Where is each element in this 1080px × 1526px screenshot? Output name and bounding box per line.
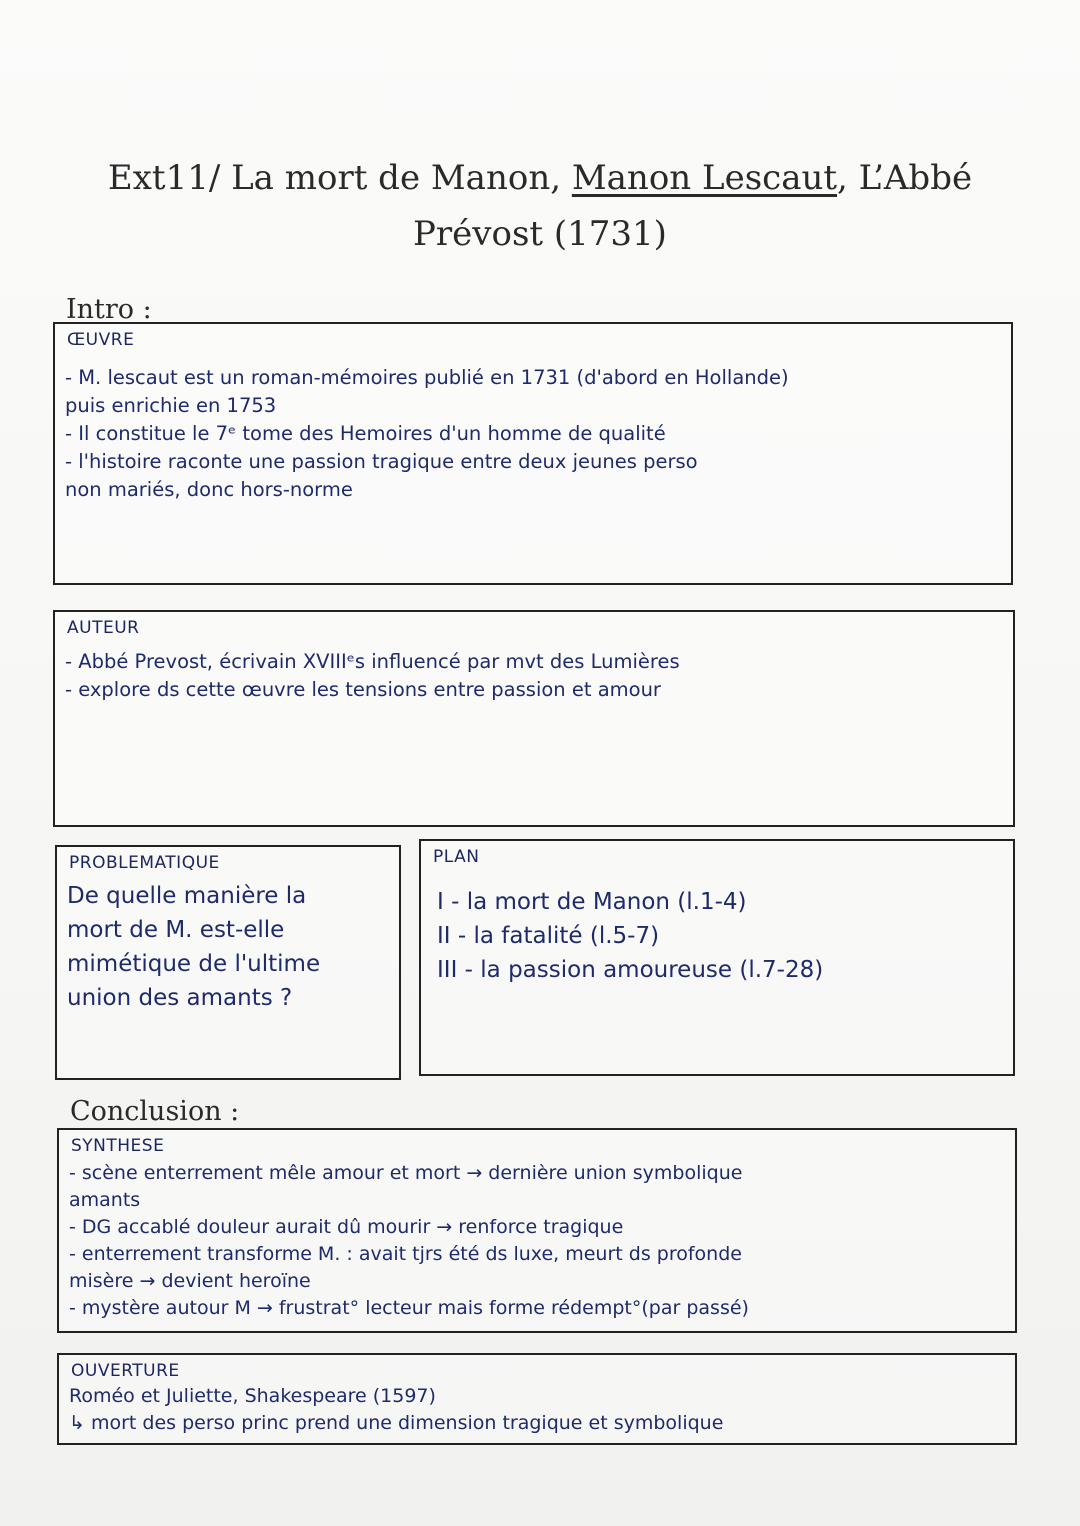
oeuvre-heading: ŒUVRE bbox=[67, 330, 135, 350]
ouverture-line: ↳ mort des perso princ prend une dimension tragique et symbolique bbox=[69, 1412, 724, 1434]
synthese-heading: SYNTHESE bbox=[71, 1136, 165, 1156]
oeuvre-line: puis enrichie en 1753 bbox=[65, 394, 277, 417]
synthese-box bbox=[57, 1128, 1017, 1333]
synthese-text bbox=[69, 1160, 1007, 1322]
oeuvre-line: - Il constitue le 7ᵉ tome des Hemoires d'un homme de qualité bbox=[65, 422, 666, 445]
ouverture-heading: OUVERTURE bbox=[71, 1361, 180, 1381]
problematique-line: mimétique de l'ultime bbox=[67, 951, 321, 977]
synthese-line: - enterrement transforme M. : avait tjrs été ds luxe, meurt ds profonde bbox=[69, 1243, 742, 1265]
title-suffix: , L’Abbé bbox=[837, 158, 973, 198]
ouverture-box bbox=[57, 1353, 1017, 1445]
oeuvre-box bbox=[53, 322, 1013, 585]
synthese-line: misère → devient heroïne bbox=[69, 1270, 311, 1292]
problematique-line: union des amants ? bbox=[67, 985, 293, 1011]
problematique-text bbox=[67, 879, 391, 1015]
ouverture-text bbox=[69, 1383, 1007, 1437]
intro-label: Intro : bbox=[66, 294, 152, 325]
plan-text bbox=[437, 885, 1005, 987]
auteur-text bbox=[65, 648, 1005, 704]
page-title bbox=[80, 150, 1000, 262]
title-work: Manon Lescaut bbox=[571, 158, 838, 198]
synthese-line: amants bbox=[69, 1189, 141, 1211]
plan-line: III - la passion amoureuse (l.7-28) bbox=[437, 957, 824, 983]
auteur-line: - explore ds cette œuvre les tensions entre passion et amour bbox=[65, 678, 661, 701]
conclusion-label: Conclusion : bbox=[70, 1096, 240, 1127]
plan-line: I - la mort de Manon (l.1-4) bbox=[437, 889, 747, 915]
synthese-line: - scène enterrement mêle amour et mort → dernière union symbolique bbox=[69, 1162, 743, 1184]
problematique-line: mort de M. est-elle bbox=[67, 917, 285, 943]
plan-box bbox=[419, 839, 1015, 1076]
synthese-line: - DG accablé douleur aurait dû mourir → renforce tragique bbox=[69, 1216, 624, 1238]
synthese-line: - mystère autour M → frustrat° lecteur mais forme rédempt°(par passé) bbox=[69, 1297, 749, 1319]
auteur-line: - Abbé Prevost, écrivain XVIIIᵉs influencé par mvt des Lumières bbox=[65, 650, 680, 673]
problematique-line: De quelle manière la bbox=[67, 883, 307, 909]
oeuvre-text bbox=[65, 364, 1003, 504]
problematique-box bbox=[55, 845, 401, 1080]
title-prefix: Ext11/ La mort de Manon, bbox=[107, 158, 572, 198]
plan-heading: PLAN bbox=[433, 847, 480, 867]
auteur-heading: AUTEUR bbox=[67, 618, 140, 638]
title-line2: Prévost (1731) bbox=[413, 214, 667, 254]
ouverture-line: Roméo et Juliette, Shakespeare (1597) bbox=[69, 1385, 436, 1407]
oeuvre-line: - M. lescaut est un roman-mémoires publié en 1731 (d'abord en Hollande) bbox=[65, 366, 789, 389]
oeuvre-line: non mariés, donc hors-norme bbox=[65, 478, 353, 501]
plan-line: II - la fatalité (l.5-7) bbox=[437, 923, 660, 949]
auteur-box bbox=[53, 610, 1015, 827]
problematique-heading: PROBLEMATIQUE bbox=[69, 853, 220, 873]
oeuvre-line: - l'histoire raconte une passion tragique entre deux jeunes perso bbox=[65, 450, 698, 473]
